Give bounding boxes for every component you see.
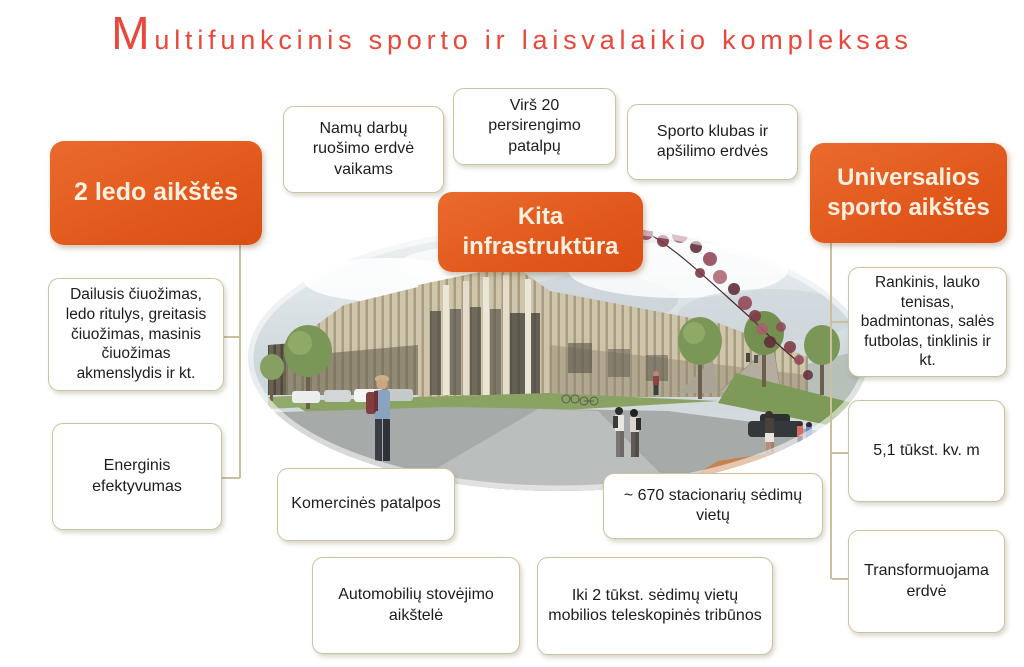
node-telescopic-stands [537, 557, 773, 655]
node-commercial-premises-label: Komercinės patalpos [291, 495, 441, 513]
node-changing-rooms [453, 88, 616, 165]
node-stationary-seats-label: ~ 670 stacionarių sėdimų vietų [623, 486, 803, 524]
node-transformable-space-label: Transformuojama erdvė [864, 562, 989, 600]
connector-right-stub-transform [832, 578, 848, 580]
node-ice-rinks [50, 141, 262, 245]
connector-right-stub-courts [832, 321, 848, 323]
node-homework-space [283, 106, 444, 193]
node-homework-space-label: Namų darbų ruošimo erdvė vaikams [312, 119, 415, 178]
node-parking [312, 557, 520, 654]
node-changing-rooms-label: Virš 20 persirengimo patalpų [488, 96, 581, 155]
node-ice-activities [48, 278, 224, 391]
node-area-label: 5,1 tūkst. kv. m [873, 441, 980, 459]
node-ice-rinks-label: 2 ledo aikštės [74, 178, 238, 207]
connector-left-vertical [239, 245, 241, 478]
node-other-infrastructure [438, 192, 643, 272]
page-title [0, 7, 1024, 59]
connector-left-stub-activities [224, 336, 240, 338]
node-energy-efficiency-label: Energinis efektyvumas [92, 457, 182, 495]
node-ice-activities-label: Dailusis čiuožimas, ledo ritulys, greitasis čiuožimas, masinis čiuožimas akmenslydis ir kt. [65, 285, 207, 383]
node-commercial-premises [277, 468, 455, 541]
node-court-sports-label: Rankinis, lauko tenisas, badmintonas, salės futbolas, tinklinis ir kt. [860, 274, 995, 370]
node-telescopic-stands-label: Iki 2 tūkst. sėdimų vietų mobilios teleskopinės tribūnos [548, 586, 762, 624]
page-title-text: ultifunkcinis sporto ir laisvalaikio kompleksas [154, 25, 913, 55]
node-universal-courts-label: Universalios sporto aikštės [827, 164, 990, 221]
node-parking-label: Automobilių stovėjimo aikštelė [338, 586, 494, 624]
node-court-sports [848, 267, 1007, 377]
node-sports-club [627, 104, 798, 180]
node-other-infrastructure-label: Kita infrastruktūra [462, 203, 619, 260]
node-sports-club-label: Sporto klubas ir apšilimo erdvės [656, 122, 769, 160]
node-stationary-seats [603, 473, 823, 539]
page-title-initial: M [111, 7, 155, 59]
node-energy-efficiency [52, 423, 222, 530]
node-universal-courts [810, 143, 1007, 243]
connector-right-vertical [830, 243, 832, 579]
connector-left-stub-energy [222, 477, 240, 479]
connector-right-stub-area [832, 452, 848, 454]
node-transformable-space [848, 530, 1005, 633]
node-area [848, 400, 1005, 502]
